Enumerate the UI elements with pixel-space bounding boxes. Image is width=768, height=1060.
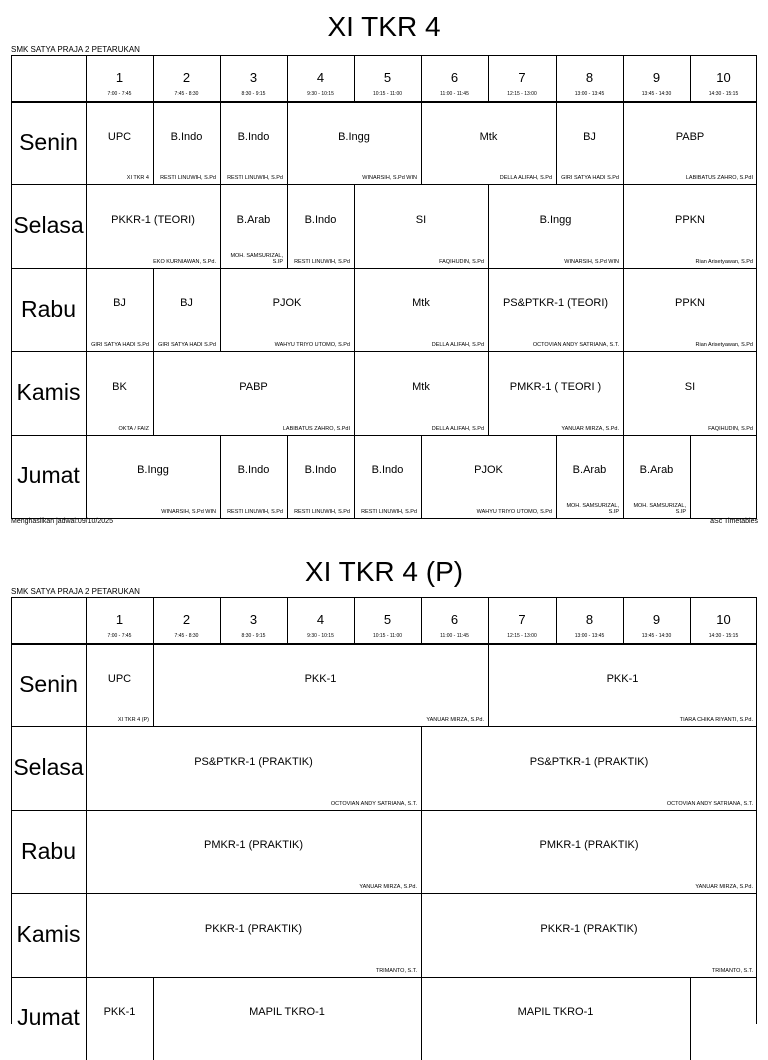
period-time: 14:30 - 15:15 (708, 91, 739, 97)
lesson-teacher: YANUAR MIRZA, S.Pd. (426, 717, 484, 724)
lesson-cell (623, 268, 757, 351)
lesson-cell (86, 435, 220, 518)
lesson-subject: B.Arab (572, 464, 607, 477)
period-time: 11:00 - 11:45 (440, 91, 469, 97)
lesson-subject: SI (415, 214, 427, 227)
lesson-subject: B.Indo (304, 214, 337, 227)
period-time: 10:15 - 11:00 (372, 633, 403, 639)
period-number: 10 (716, 70, 731, 85)
lesson-subject: PABP (675, 130, 705, 143)
timetable-xi-tkr-4-p (0, 545, 768, 1031)
period-number: 4 (316, 70, 325, 85)
lesson-subject: Mtk (412, 380, 430, 393)
lesson-cell (287, 184, 354, 267)
day-label: Kamis (16, 378, 81, 405)
lesson-teacher: OKTA / FAIZ (118, 425, 149, 432)
lesson-subject: B.Ingg (338, 130, 370, 143)
lesson-cell (220, 184, 287, 267)
lesson-cell (86, 810, 421, 893)
lesson-cell (354, 435, 421, 518)
grid-line (11, 55, 12, 518)
lesson-teacher: DELLA ALIFAH, S.Pd (499, 175, 552, 182)
lesson-teacher: GIRI SATYA HADI S.Pd (158, 342, 216, 349)
school-name: SMK SATYA PRAJA 2 PETARUKAN (11, 45, 140, 54)
period-time: 12:15 - 13:00 (507, 633, 537, 639)
lesson-subject: B.Indo (237, 130, 270, 143)
lesson-teacher: MOH. SAMSURIZAL, S.IP (566, 502, 619, 515)
period-time: 13:00 - 13:45 (574, 91, 605, 97)
lesson-subject: MAPIL TKRO-1 (517, 1006, 594, 1019)
period-number: 9 (652, 612, 661, 627)
period-time: 11:00 - 11:45 (440, 633, 469, 639)
lesson-cell (86, 184, 220, 267)
lesson-teacher: YANUAR MIRZA, S.Pd. (359, 884, 417, 891)
lesson-teacher: OCTOVIAN ANDY SATRIANA, S.T. (532, 342, 619, 349)
day-label: Kamis (16, 920, 81, 947)
lesson-teacher: YANUAR MIRZA, S.Pd. (695, 884, 753, 891)
lesson-teacher: WINARSIH, S.Pd WIN (362, 175, 417, 182)
lesson-subject: B.Indo (237, 464, 270, 477)
period-number: 8 (585, 612, 594, 627)
day-label: Jumat (17, 462, 80, 489)
lesson-subject: PS&PTKR-1 (PRAKTIK) (194, 756, 313, 769)
lesson-cell (153, 268, 220, 351)
period-time: 13:45 - 14:30 (641, 633, 672, 639)
period-number: 2 (182, 70, 191, 85)
period-time: 14:30 - 15:15 (708, 633, 739, 639)
lesson-cell (623, 101, 757, 184)
lesson-subject: PKK-1 (103, 1006, 136, 1019)
school-name: SMK SATYA PRAJA 2 PETARUKAN (11, 587, 140, 596)
lesson-teacher: OCTOVIAN ANDY SATRIANA, S.T. (666, 800, 753, 807)
lesson-cell (623, 184, 757, 267)
lesson-subject: PMKR-1 ( TEORI ) (509, 380, 602, 393)
lesson-subject: Mtk (412, 297, 430, 310)
lesson-teacher: RESTI LINUWIH, S.Pd (294, 258, 350, 265)
period-number: 1 (115, 70, 124, 85)
lesson-subject: BJ (583, 130, 596, 143)
period-time: 12:15 - 13:00 (507, 91, 537, 97)
lesson-subject: PS&PTKR-1 (PRAKTIK) (529, 756, 649, 769)
timetable-title: XI TKR 4 (P) (304, 556, 464, 587)
period-time: 9:30 - 10:15 (307, 633, 334, 639)
lesson-teacher: XI TKR 4 (126, 175, 149, 182)
period-number: 5 (383, 70, 392, 85)
lesson-cell (556, 101, 623, 184)
period-time: 7:00 - 7:45 (107, 91, 132, 97)
lesson-subject: PJOK (474, 464, 503, 477)
period-number: 7 (518, 612, 526, 627)
lesson-cell (287, 101, 421, 184)
grid-line (11, 518, 757, 519)
period-number: 8 (585, 70, 594, 85)
lesson-cell (421, 101, 556, 184)
grid-line (11, 55, 757, 56)
lesson-cell (86, 977, 153, 1060)
lesson-cell (86, 101, 153, 184)
lesson-subject: PJOK (272, 297, 302, 310)
period-number: 6 (450, 70, 459, 85)
lesson-subject: PABP (239, 380, 268, 393)
day-label: Senin (19, 128, 78, 155)
lesson-teacher: RESTI LINUWIH, S.Pd (160, 175, 216, 182)
lesson-cell (153, 351, 354, 434)
lesson-subject: PMKR-1 (PRAKTIK) (539, 839, 639, 852)
lesson-cell (690, 977, 757, 1060)
lesson-teacher: Rian Arisetyawan, S.Pd (695, 258, 753, 265)
lesson-cell (86, 268, 153, 351)
generated-date: Menghasilkan jadwal:09/10/2025 (11, 518, 113, 525)
lesson-cell (354, 351, 488, 434)
lesson-cell (354, 184, 488, 267)
period-number: 9 (652, 70, 661, 85)
lesson-cell (623, 351, 757, 434)
lesson-subject: PKKR-1 (TEORI) (111, 214, 195, 227)
lesson-cell (220, 101, 287, 184)
lesson-subject: BJ (180, 297, 193, 310)
lesson-cell (354, 268, 488, 351)
lesson-subject: UPC (107, 672, 132, 685)
day-label: Selasa (13, 212, 84, 239)
lesson-cell (287, 435, 354, 518)
lesson-subject: PMKR-1 (PRAKTIK) (203, 839, 303, 852)
period-time: 13:45 - 14:30 (641, 91, 672, 97)
lesson-subject: B.Arab (639, 464, 674, 477)
lesson-cell (488, 351, 623, 434)
lesson-cell (421, 977, 690, 1060)
lesson-subject: BK (112, 380, 127, 393)
period-number: 3 (249, 612, 258, 627)
lesson-subject: MAPIL TKRO-1 (249, 1006, 325, 1019)
generator-credit: aSc Timetables (710, 518, 758, 525)
period-time: 7:45 - 8:30 (174, 91, 199, 97)
lesson-teacher: LABIBATUS ZAHRO, S.PdI (685, 175, 753, 182)
lesson-teacher: EKO KURNIAWAN, S.Pd. (153, 258, 216, 265)
period-number: 7 (518, 70, 526, 85)
lesson-cell (86, 643, 153, 726)
period-number: 2 (182, 612, 191, 627)
period-time: 7:45 - 8:30 (174, 633, 199, 639)
lesson-teacher: DELLA ALIFAH, S.Pd (431, 342, 484, 349)
lesson-subject: SI (684, 380, 696, 393)
lesson-cell (421, 893, 757, 976)
lesson-teacher: XI TKR 4 (P) (117, 717, 149, 724)
lesson-cell (623, 435, 690, 518)
lesson-subject: B.Ingg (539, 214, 572, 227)
lesson-teacher: FAQIHUDIN, S.Pd (439, 258, 484, 265)
lesson-cell (690, 435, 757, 518)
lesson-teacher: WINARSIH, S.Pd WIN (161, 508, 216, 515)
lesson-cell (556, 435, 623, 518)
period-number: 4 (316, 612, 325, 627)
period-number: 5 (383, 612, 392, 627)
day-label: Rabu (21, 295, 76, 322)
lesson-cell (220, 435, 287, 518)
lesson-subject: B.Indo (371, 464, 404, 477)
lesson-teacher: FAQIHUDIN, S.Pd (708, 425, 753, 432)
period-time: 8:30 - 9:15 (241, 91, 266, 97)
lesson-teacher: MOH. SAMSURIZAL, S.IP (230, 252, 283, 265)
lesson-cell (421, 810, 757, 893)
timetable-title: XI TKR 4 (327, 11, 441, 42)
lesson-cell (86, 726, 421, 809)
lesson-subject: PKK-1 (304, 672, 337, 685)
lesson-subject: PKKR-1 (PRAKTIK) (540, 922, 638, 935)
period-time: 10:15 - 11:00 (372, 91, 403, 97)
lesson-subject: PS&PTKR-1 (TEORI) (502, 297, 609, 310)
lesson-teacher: DELLA ALIFAH, S.Pd (431, 425, 484, 432)
day-label: Selasa (13, 754, 84, 781)
period-number: 6 (450, 612, 459, 627)
period-number: 1 (115, 612, 124, 627)
lesson-subject: B.Arab (236, 214, 271, 227)
lesson-teacher: TRIMANTO, S.T. (711, 967, 753, 974)
day-label: Jumat (17, 1004, 80, 1031)
lesson-subject: PKKR-1 (PRAKTIK) (204, 922, 303, 935)
lesson-teacher: OCTOVIAN ANDY SATRIANA, S.T. (330, 800, 417, 807)
lesson-cell (488, 184, 623, 267)
lesson-cell (488, 268, 623, 351)
lesson-teacher: RESTI LINUWIH, S.Pd (227, 175, 283, 182)
lesson-teacher: TRIMANTO, S.T. (375, 967, 417, 974)
lesson-teacher: RESTI LINUWIH, S.Pd (294, 508, 350, 515)
lesson-teacher: MOH. SAMSURIZAL, S.IP (633, 502, 686, 515)
period-time: 8:30 - 9:15 (241, 633, 266, 639)
lesson-subject: UPC (107, 130, 132, 143)
period-time: 9:30 - 10:15 (307, 91, 334, 97)
lesson-subject: B.Indo (170, 130, 203, 143)
day-label: Rabu (21, 837, 76, 864)
lesson-teacher: RESTI LINUWIH, S.Pd (227, 508, 283, 515)
lesson-cell (421, 726, 757, 809)
lesson-subject: BJ (113, 297, 126, 310)
period-time: 13:00 - 13:45 (574, 633, 605, 639)
lesson-teacher: YANUAR MIRZA, S.Pd. (561, 425, 619, 432)
lesson-cell (488, 643, 757, 726)
lesson-cell (153, 977, 421, 1060)
lesson-teacher: LABIBATUS ZAHRO, S.PdI (282, 425, 350, 432)
lesson-subject: PKK-1 (606, 672, 639, 685)
lesson-teacher: GIRI SATYA HADI S.Pd (561, 175, 619, 182)
period-number: 3 (249, 70, 258, 85)
lesson-teacher: WAHYU TRIYO UTOMO, S.Pd (274, 342, 350, 349)
lesson-cell (86, 351, 153, 434)
lesson-cell (220, 268, 354, 351)
lesson-teacher: RESTI LINUWIH, S.Pd (361, 508, 417, 515)
lesson-subject: PPKN (675, 297, 705, 310)
lesson-subject: B.Indo (304, 464, 337, 477)
grid-line (11, 597, 757, 598)
period-time: 7:00 - 7:45 (107, 633, 132, 639)
lesson-teacher: Rian Arisetyawan, S.Pd (695, 342, 753, 349)
lesson-teacher: WAHYU TRIYO UTOMO, S.Pd (476, 508, 552, 515)
lesson-subject: Mtk (479, 130, 498, 143)
lesson-subject: PPKN (675, 214, 705, 227)
lesson-cell (153, 643, 488, 726)
lesson-cell (153, 101, 220, 184)
lesson-subject: B.Ingg (137, 464, 169, 477)
day-label: Senin (19, 670, 78, 697)
lesson-teacher: TIARA CHIKA RIYANTI, S.Pd. (679, 717, 753, 724)
lesson-cell (421, 435, 556, 518)
lesson-teacher: WINARSIH, S.Pd WIN (564, 258, 619, 265)
lesson-cell (86, 893, 421, 976)
lesson-teacher: GIRI SATYA HADI S.Pd (91, 342, 149, 349)
period-number: 10 (716, 612, 731, 627)
